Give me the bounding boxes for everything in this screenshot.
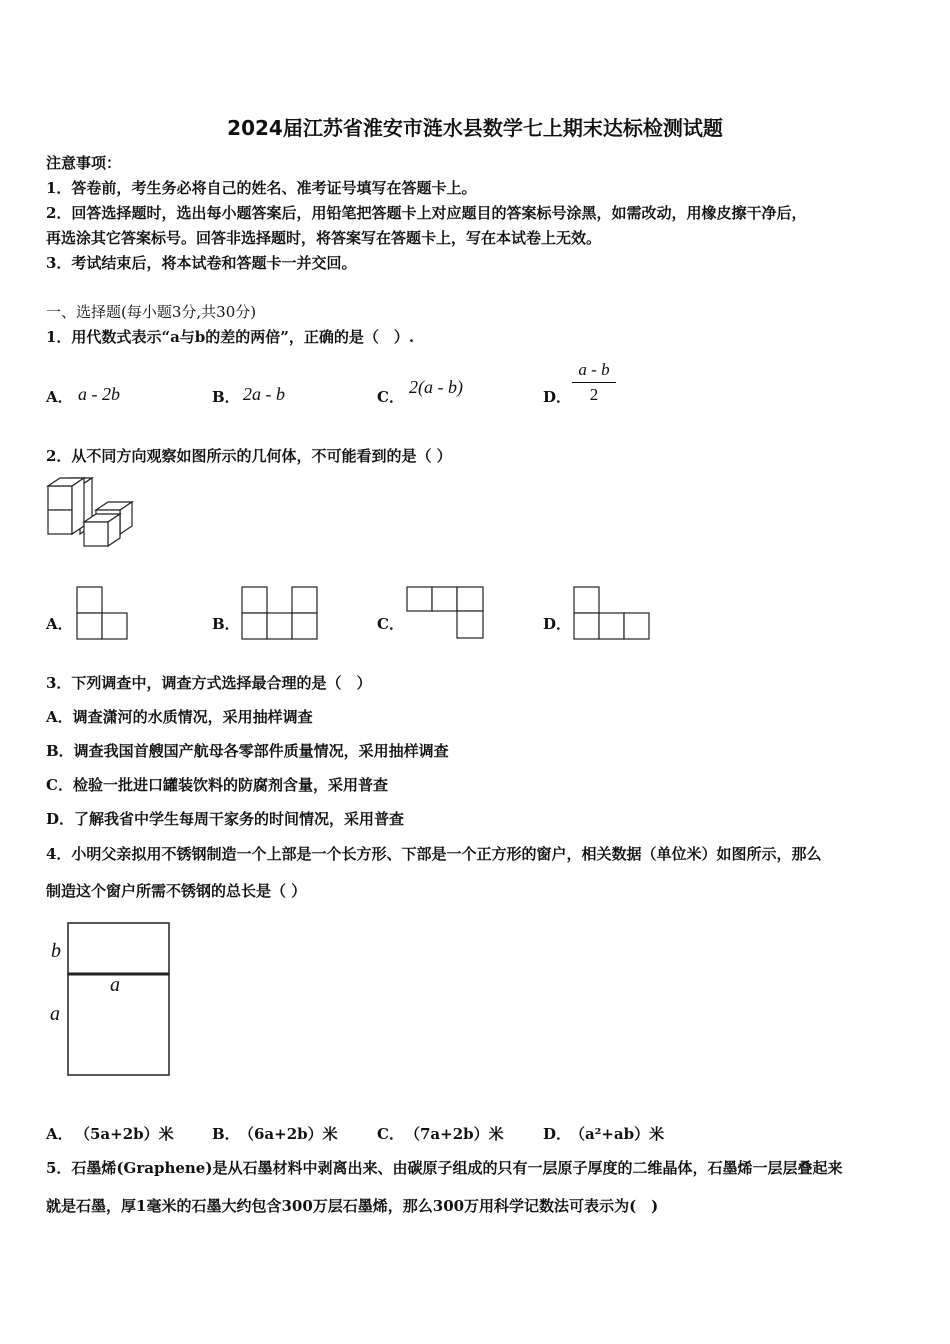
q1-option-d-denominator: 2 <box>589 385 599 404</box>
notice-item: 2．回答选择题时，选出每小题答案后，用铅笔把答题卡上对应题目的答案标号涂黑，如需改动，用橡皮擦干净后， <box>46 204 807 222</box>
q2-option-b-figure <box>241 586 319 640</box>
fraction-bar <box>572 382 616 383</box>
q4-label-b-opt: B． <box>212 1125 240 1143</box>
q4-label-d-opt: D． <box>543 1125 572 1143</box>
q4-label-a-left: a <box>50 1003 60 1025</box>
q2-option-d-figure <box>573 586 653 640</box>
q1-label-d: D． <box>543 388 572 406</box>
question-3-stem: 3．下列调查中，调查方式选择最合理的是（ ） <box>46 674 372 692</box>
question-2-stem: 2．从不同方向观察如图所示的几何体，不可能看到的是（ ） <box>46 447 452 465</box>
notice-item: 3．考试结束后，将本试卷和答题卡一并交回。 <box>46 254 357 272</box>
q1-option-d-numerator: a - b <box>578 360 610 379</box>
q4-label-c-opt: C． <box>377 1125 404 1143</box>
q1-label-a: A． <box>46 388 73 406</box>
q4-window-figure <box>67 922 171 1078</box>
notice-item: 再选涂其它答案标号。回答非选择题时，将答案写在答题卡上，写在本试卷上无效。 <box>46 229 602 247</box>
q1-label-c: C． <box>377 388 404 406</box>
q2-option-c-figure <box>406 586 486 640</box>
q2-solid-figure <box>46 476 146 556</box>
q2-label-b: B． <box>212 615 240 633</box>
q4-option-a: （5a+2b）米 <box>75 1125 174 1143</box>
notice-heading: 注意事项： <box>46 154 122 172</box>
q1-option-d-fraction <box>572 360 616 405</box>
q2-label-d: D． <box>543 615 572 633</box>
q1-option-b: 2a - b <box>243 384 285 404</box>
q4-option-c: （7a+2b）米 <box>405 1125 504 1143</box>
notice-item: 1．答卷前，考生务必将自己的姓名、准考证号填写在答题卡上。 <box>46 179 477 197</box>
question-5-stem: 5．石墨烯(Graphene)是从石墨材料中剥离出来、由碳原子组成的只有一层原子厚度的二维晶体，石墨烯一层层叠起来 <box>46 1159 843 1177</box>
question-5-stem-cont: 就是石墨，厚1毫米的石墨大约包含300万层石墨烯，那么300万用科学记数法可表示为( ) <box>46 1197 659 1215</box>
question-4-stem: 4．小明父亲拟用不锈钢制造一个上部是一个长方形、下部是一个正方形的窗户，相关数据（单位米）如图所示，那么 <box>46 845 822 863</box>
q4-option-b: （6a+2b）米 <box>239 1125 338 1143</box>
q2-label-a: A． <box>46 615 73 633</box>
question-1-stem: 1．用代数式表示“a与b的差的两倍”，正确的是（ ）. <box>46 328 415 346</box>
q2-option-a-figure <box>76 586 128 640</box>
q4-label-a-top: a <box>110 974 120 996</box>
q1-option-c: 2(a - b) <box>409 377 463 397</box>
q3-option: A．调查潇河的水质情况，采用抽样调查 <box>46 708 313 726</box>
q4-label-b: b <box>51 940 61 962</box>
q4-label-a: A． <box>46 1125 73 1143</box>
q3-option: C．检验一批进口罐装饮料的防腐剂含量，采用普查 <box>46 776 388 794</box>
q3-option: D．了解我省中学生每周干家务的时间情况，采用普查 <box>46 810 405 828</box>
q1-label-b: B． <box>212 388 240 406</box>
q2-label-c: C． <box>377 615 404 633</box>
q4-option-d: （a²+ab）米 <box>570 1125 665 1143</box>
question-4-stem-cont: 制造这个窗户所需不锈钢的总长是（ ） <box>46 882 307 900</box>
q3-option: B．调查我国首艘国产航母各零部件质量情况，采用抽样调查 <box>46 742 449 760</box>
page-title: 2024届江苏省淮安市涟水县数学七上期末达标检测试题 <box>227 116 723 140</box>
q1-option-a: a - 2b <box>78 384 120 404</box>
section-heading: 一、选择题(每小题3分,共30分) <box>46 303 257 321</box>
